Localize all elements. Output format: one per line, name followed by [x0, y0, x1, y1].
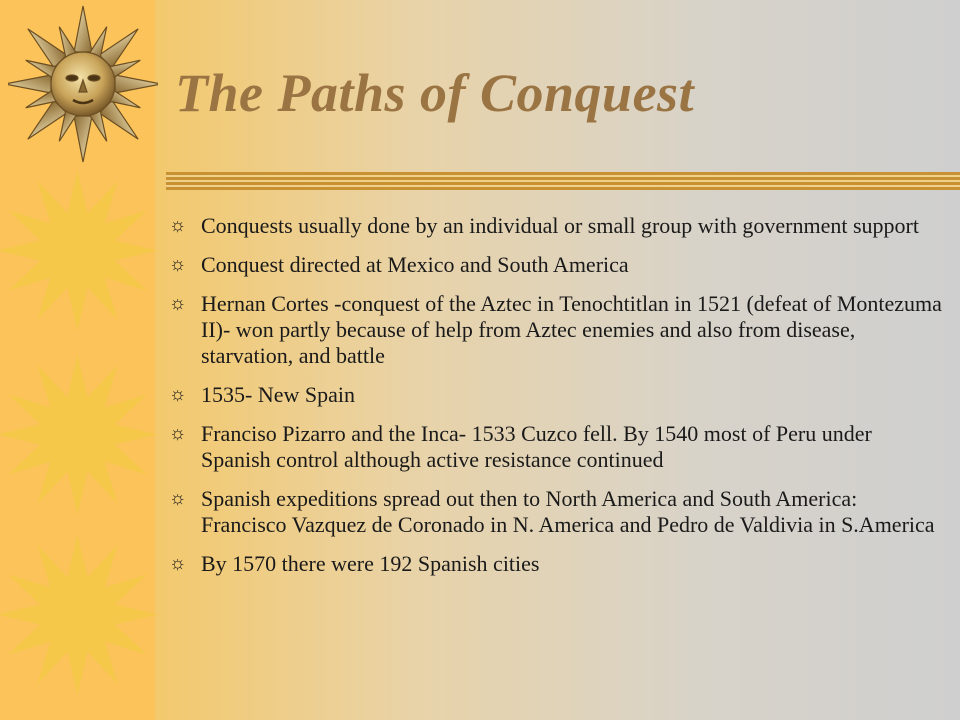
list-item	[169, 213, 944, 239]
sun-bullet-icon: ☼	[169, 384, 187, 405]
sun-bullet-icon: ☼	[169, 293, 187, 314]
sun-face-icon	[8, 4, 158, 164]
list-item	[169, 382, 944, 408]
bullet-list	[169, 213, 944, 590]
bullet-text: Hernan Cortes -conquest of the Aztec in Tenochtitlan in 1521 (defeat of Montezuma II)- won partly because of help from Aztec enemies and also from disease, starvation, and battle	[201, 291, 942, 368]
list-item	[169, 291, 944, 369]
sun-bullet-icon: ☼	[169, 254, 187, 275]
sun-bullet-icon: ☼	[169, 553, 187, 574]
list-item	[169, 421, 944, 473]
sun-icon	[0, 532, 160, 697]
bullet-text: 1535- New Spain	[201, 382, 355, 407]
sun-bullet-icon: ☼	[169, 215, 187, 236]
bullet-text: Spanish expeditions spread out then to North America and South America: Francisco Vazquez de Coronado in N. America and Pedro de Valdivia in S.America	[201, 486, 935, 537]
sun-icon	[0, 168, 160, 333]
list-item	[169, 486, 944, 538]
bullet-text: Franciso Pizarro and the Inca- 1533 Cuzco fell. By 1540 most of Peru under Spanish control although active resistance continued	[201, 421, 872, 472]
gold-divider-rule	[166, 172, 960, 190]
bullet-text: Conquests usually done by an individual or small group with government support	[201, 213, 919, 238]
slide-title: The Paths of Conquest	[175, 63, 695, 123]
sun-bullet-icon: ☼	[169, 423, 187, 444]
bullet-text: Conquest directed at Mexico and South America	[201, 252, 629, 277]
sun-icon	[0, 352, 160, 517]
bullet-text: By 1570 there were 192 Spanish cities	[201, 551, 540, 576]
list-item	[169, 252, 944, 278]
list-item	[169, 551, 944, 577]
sun-bullet-icon: ☼	[169, 488, 187, 509]
